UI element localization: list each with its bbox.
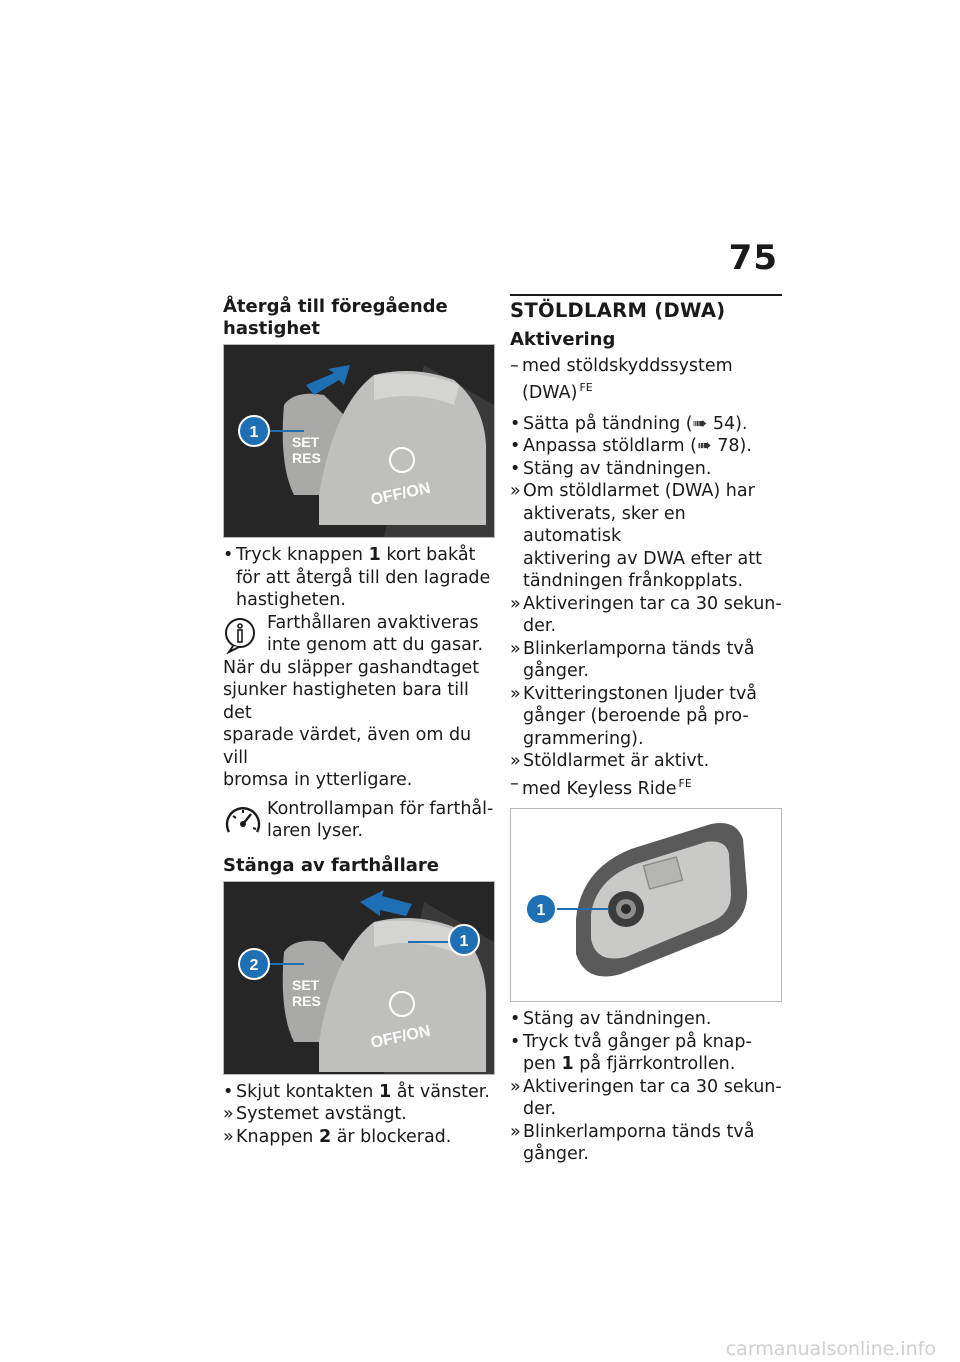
condition-item: – med Keyless Ride $^{FE}$ [510, 773, 692, 799]
off-on-label: OFF/ON [369, 479, 432, 509]
list-item: • Skjut kontakten 1 åt vänster. [223, 1081, 490, 1102]
info-icon [223, 616, 257, 661]
page-number: 75 [728, 238, 778, 278]
note-continuation: När du släpper gashandtaget sjunker hastigheten bara till det sparade värdet, även om du vill bromsa in ytterligare. [223, 657, 480, 790]
result-item: » Stöldlarmet är aktivt. [510, 751, 710, 771]
result-item: » Kvitteringstonen ljuder två gånger (beroende på pro- grammering). [510, 683, 758, 749]
result-item: » Aktiveringen tar ca 30 sekun- der. [510, 1076, 782, 1119]
result-item: » Blinkerlamporna tänds två gånger. [510, 638, 755, 681]
condition-item: – med stöldskyddssystem (DWA) $^{FE}$ [510, 355, 733, 403]
result-item: » Om stöldlarmet (DWA) har aktiverats, sker en automatisk aktivering av DWA efter att tändningen frånkopplats. [510, 481, 762, 591]
list-item: • Stäng av tändningen. [510, 458, 712, 479]
figure-remote-key [510, 808, 782, 1002]
callout-2: 2 [249, 956, 259, 974]
heading-turn-off: Stänga av farthållare [223, 854, 439, 876]
result-item: » Blinkerlamporna tänds två gånger. [510, 1121, 755, 1164]
callout-1: 1 [459, 932, 469, 950]
svg-text:SET: SET [292, 976, 320, 993]
right-column [510, 292, 782, 1166]
info-note: Farthållaren avaktiveras inte genom att du gasar. [223, 612, 495, 657]
watermark-footer: carmanualsonline.info [725, 1338, 936, 1360]
list-item: • Sätta på tändning (➠ 54). [510, 413, 748, 434]
set-label: SET [292, 434, 320, 450]
figure-off-on-switch [223, 881, 495, 1075]
heading-activation: Aktivering [510, 328, 616, 350]
result-item: » Systemet avstängt. [223, 1104, 407, 1124]
list-item: • Tryck två gånger på knap- pen 1 på fjärrkontrollen. [510, 1031, 752, 1074]
list-item: • Stäng av tändningen. [510, 1009, 712, 1029]
list-item: • Tryck knappen 1 kort bakåt för att återgå till den lagrade hastigheten. [223, 545, 491, 610]
heading-resume-speed: Återgå till föregående hastighet [223, 296, 448, 339]
page-ref-arrow-icon: ➠ [696, 436, 718, 456]
svg-text:OFF/ON: OFF/ON [369, 1022, 432, 1052]
left-column [223, 292, 495, 1148]
callout-1: 1 [249, 424, 259, 441]
cruise-control-indicator-icon [223, 802, 263, 847]
result-item: » Aktiveringen tar ca 30 sekun- der. [510, 593, 782, 636]
heading-anti-theft-alarm: STÖLDLARM (DWA) [510, 294, 782, 323]
list-item: • Anpassa stöldlarm (➠ 78). [510, 436, 752, 456]
result-item: » Knappen 2 är blockerad. [223, 1126, 452, 1147]
figure-set-res-button [223, 344, 495, 538]
res-label: RES [292, 450, 321, 466]
callout-1: 1 [536, 902, 546, 919]
indicator-note: Kontrollampan för farthål- laren lyser. [223, 798, 495, 843]
page-ref-arrow-icon: ➠ [692, 413, 713, 434]
svg-text:RES: RES [292, 992, 321, 1009]
